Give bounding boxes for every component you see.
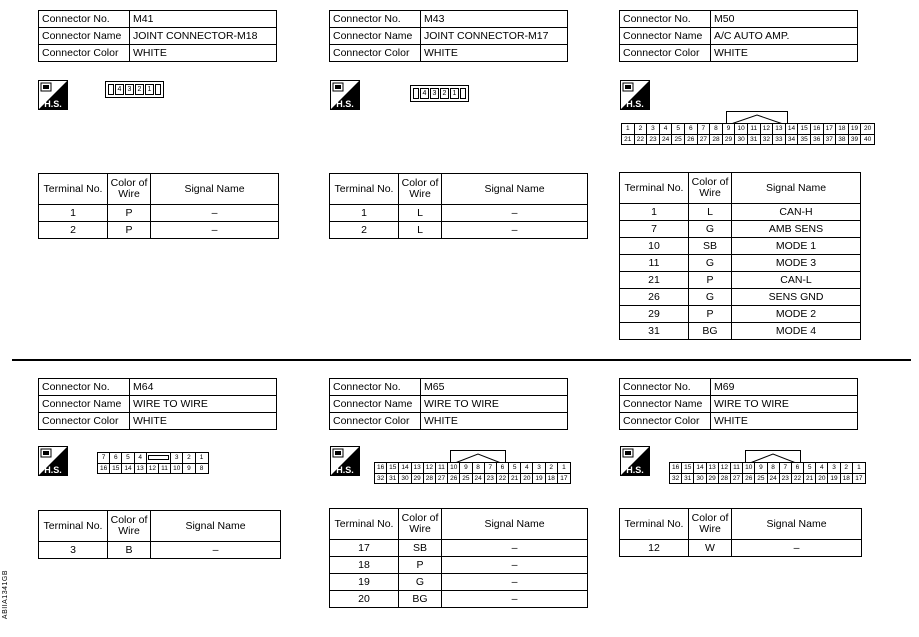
signal-name-cell: – bbox=[442, 205, 588, 222]
pin-label: 21 bbox=[622, 134, 635, 144]
terminal-no-header: Terminal No. bbox=[330, 509, 399, 540]
signal-name-cell: – bbox=[732, 540, 862, 557]
pin-label: 32 bbox=[375, 473, 387, 483]
signal-name-header: Signal Name bbox=[151, 174, 279, 205]
pin-label: 15 bbox=[682, 463, 694, 473]
pin-label: 30 bbox=[399, 473, 411, 483]
pin-label: 6 bbox=[792, 463, 804, 473]
pin-label: 32 bbox=[761, 134, 774, 144]
color-of-wire-header: Color of Wire bbox=[689, 173, 732, 204]
hs-icon bbox=[620, 80, 650, 110]
signal-name-cell: CAN-L bbox=[732, 272, 861, 289]
label-connector-name: Connector Name bbox=[330, 28, 421, 45]
svg-text:H.S.: H.S. bbox=[336, 465, 354, 475]
pin-label: 13 bbox=[707, 463, 719, 473]
pin-label: 10 bbox=[735, 124, 748, 134]
wire-color-cell: P bbox=[108, 222, 151, 239]
pin-label: 11 bbox=[159, 463, 171, 473]
wire-color-cell: P bbox=[689, 272, 732, 289]
wire-color-cell: BG bbox=[399, 591, 442, 608]
pin-label: 1 bbox=[622, 124, 635, 134]
pin-label: 10 bbox=[448, 463, 460, 473]
terminal-table-m65 bbox=[329, 508, 588, 608]
label-connector-name: Connector Name bbox=[39, 396, 130, 413]
label-connector-name: Connector Name bbox=[620, 396, 711, 413]
terminal-no-header: Terminal No. bbox=[39, 174, 108, 205]
label-connector-color: Connector Color bbox=[620, 45, 711, 62]
table-row bbox=[620, 255, 861, 272]
svg-text:H.S.: H.S. bbox=[626, 465, 644, 475]
hs-icon bbox=[330, 80, 360, 110]
connector-name-value: WIRE TO WIRE bbox=[130, 396, 277, 413]
connector-no-value: M41 bbox=[130, 11, 277, 28]
pin-label: 2 bbox=[440, 88, 449, 99]
pin-label: 40 bbox=[861, 134, 874, 144]
terminal-table-m69 bbox=[619, 508, 862, 557]
signal-name-cell: – bbox=[442, 540, 588, 557]
pin-label: 1 bbox=[562, 464, 566, 471]
signal-name-header: Signal Name bbox=[442, 174, 588, 205]
table-row bbox=[620, 204, 861, 221]
wire-color-cell: L bbox=[399, 205, 442, 222]
wire-color-cell: L bbox=[689, 204, 732, 221]
terminal-no-cell: 2 bbox=[39, 222, 108, 239]
connector-no-value: M69 bbox=[711, 379, 858, 396]
pin-label: 17 bbox=[824, 124, 837, 134]
table-row bbox=[620, 272, 861, 289]
label-connector-color: Connector Color bbox=[39, 45, 130, 62]
pin-label: 24 bbox=[768, 473, 780, 483]
terminal-no-cell: 1 bbox=[620, 204, 689, 221]
pin-label: 7 bbox=[485, 463, 497, 473]
connector-color-value: WHITE bbox=[711, 45, 858, 62]
pin-label: 16 bbox=[670, 463, 682, 473]
label-connector-no: Connector No. bbox=[620, 11, 711, 28]
pin-label: 5 bbox=[509, 463, 521, 473]
terminal-no-cell: 1 bbox=[330, 205, 399, 222]
signal-name-cell: MODE 2 bbox=[732, 306, 861, 323]
pin-label: 21 bbox=[804, 473, 816, 483]
lock-tab bbox=[155, 84, 161, 95]
pin-label: 4 bbox=[521, 463, 533, 473]
figure-code: ABIIA1341GB bbox=[2, 570, 9, 620]
pin-label: 6 bbox=[110, 453, 122, 463]
pin-label: 12 bbox=[147, 463, 159, 473]
connector-info-m50 bbox=[619, 10, 858, 62]
pin-label: 16 bbox=[98, 463, 110, 473]
connector-color-value: WHITE bbox=[130, 45, 277, 62]
pin-label: 4 bbox=[115, 84, 124, 95]
pin-label: 34 bbox=[786, 134, 799, 144]
signal-name-cell: – bbox=[151, 542, 281, 559]
section-divider bbox=[12, 359, 911, 361]
pin-label: 11 bbox=[731, 463, 743, 473]
pin-label: 12 bbox=[761, 124, 774, 134]
pin-label: 5 bbox=[122, 453, 134, 463]
pin-label: 4 bbox=[420, 88, 429, 99]
color-of-wire-header: Color of Wire bbox=[108, 511, 151, 542]
pin-label: 29 bbox=[723, 134, 736, 144]
pin-label: 18 bbox=[841, 473, 853, 483]
wire-color-cell: B bbox=[108, 542, 151, 559]
pin-label: 27 bbox=[436, 473, 448, 483]
terminal-no-header: Terminal No. bbox=[620, 509, 689, 540]
pin-label: 12 bbox=[719, 463, 731, 473]
table-row bbox=[39, 542, 281, 559]
signal-name-cell: – bbox=[442, 574, 588, 591]
connector-info-m64 bbox=[38, 378, 277, 430]
pin-grid bbox=[669, 462, 866, 484]
terminal-no-cell: 21 bbox=[620, 272, 689, 289]
terminal-no-cell: 11 bbox=[620, 255, 689, 272]
table-row bbox=[620, 323, 861, 340]
pin-label: 3 bbox=[828, 463, 840, 473]
wire-color-cell: P bbox=[399, 557, 442, 574]
terminal-no-cell: 7 bbox=[620, 221, 689, 238]
pin-label: 3 bbox=[430, 88, 439, 99]
svg-text:H.S.: H.S. bbox=[44, 99, 62, 109]
pin-label: 24 bbox=[660, 134, 673, 144]
pin-label: 36 bbox=[811, 134, 824, 144]
terminal-no-header: Terminal No. bbox=[620, 173, 689, 204]
pin-label: 13 bbox=[773, 124, 786, 134]
pin-label: 22 bbox=[792, 473, 804, 483]
pin-label: 29 bbox=[412, 473, 424, 483]
pin-label: 17 bbox=[558, 473, 570, 483]
pin-label: 5 bbox=[672, 124, 685, 134]
pin-label: 1 bbox=[857, 464, 861, 471]
pin-label: 7 bbox=[698, 124, 711, 134]
terminal-no-cell: 29 bbox=[620, 306, 689, 323]
pin-label: 3 bbox=[533, 463, 545, 473]
pin-label: 16 bbox=[811, 124, 824, 134]
connector-info-m69 bbox=[619, 378, 858, 430]
wire-color-cell: G bbox=[689, 255, 732, 272]
pin-label: 1 bbox=[450, 88, 459, 99]
signal-name-header: Signal Name bbox=[442, 509, 588, 540]
label-connector-no: Connector No. bbox=[39, 379, 130, 396]
wire-color-cell: G bbox=[689, 289, 732, 306]
pin-label: 31 bbox=[682, 473, 694, 483]
pin-label: 2 bbox=[635, 124, 648, 134]
svg-text:H.S.: H.S. bbox=[336, 99, 354, 109]
pin-label: 28 bbox=[719, 473, 731, 483]
pin-label: 4 bbox=[135, 453, 147, 463]
pin-label: 9 bbox=[723, 124, 736, 134]
pin-label: 15 bbox=[798, 124, 811, 134]
signal-name-header: Signal Name bbox=[732, 173, 861, 204]
pin-label: 39 bbox=[849, 134, 862, 144]
connector-name-value: JOINT CONNECTOR-M18 bbox=[130, 28, 277, 45]
connector-color-value: WHITE bbox=[711, 413, 858, 430]
pin-label: 5 bbox=[804, 463, 816, 473]
wire-color-cell: L bbox=[399, 222, 442, 239]
pin-label: 4 bbox=[816, 463, 828, 473]
terminal-no-cell: 19 bbox=[330, 574, 399, 591]
table-row bbox=[330, 574, 588, 591]
pin-label: 14 bbox=[399, 463, 411, 473]
pin-label: 31 bbox=[748, 134, 761, 144]
terminal-no-header: Terminal No. bbox=[39, 511, 108, 542]
color-of-wire-header: Color of Wire bbox=[399, 509, 442, 540]
pin-label: 3 bbox=[647, 124, 660, 134]
hs-icon bbox=[330, 446, 360, 476]
signal-name-header: Signal Name bbox=[151, 511, 281, 542]
pin-label: 2 bbox=[546, 463, 558, 473]
pin-label: 7 bbox=[98, 453, 110, 463]
signal-name-cell: – bbox=[442, 557, 588, 574]
connector-no-value: M65 bbox=[421, 379, 568, 396]
pin-label: 30 bbox=[735, 134, 748, 144]
label-connector-color: Connector Color bbox=[330, 413, 421, 430]
wire-color-cell: SB bbox=[399, 540, 442, 557]
signal-name-cell: – bbox=[442, 591, 588, 608]
pin-label: 8 bbox=[473, 463, 485, 473]
svg-text:H.S.: H.S. bbox=[44, 465, 62, 475]
pin-grid bbox=[97, 452, 209, 474]
pin-grid bbox=[374, 462, 571, 484]
connector-color-value: WHITE bbox=[421, 413, 568, 430]
label-connector-color: Connector Color bbox=[620, 413, 711, 430]
label-connector-name: Connector Name bbox=[620, 28, 711, 45]
terminal-table-m64 bbox=[38, 510, 281, 559]
terminal-no-cell: 20 bbox=[330, 591, 399, 608]
signal-name-cell: – bbox=[151, 205, 279, 222]
signal-name-cell: MODE 1 bbox=[732, 238, 861, 255]
terminal-no-cell: 17 bbox=[330, 540, 399, 557]
terminal-no-cell: 12 bbox=[620, 540, 689, 557]
pin-label: 3 bbox=[171, 453, 183, 463]
svg-text:H.S.: H.S. bbox=[626, 99, 644, 109]
table-row bbox=[330, 205, 588, 222]
pin-label: 20 bbox=[521, 473, 533, 483]
signal-name-header: Signal Name bbox=[732, 509, 862, 540]
connector-info-m65 bbox=[329, 378, 568, 430]
connector-face-m43 bbox=[410, 85, 469, 102]
lock-tab bbox=[460, 88, 466, 99]
pin-label: 27 bbox=[698, 134, 711, 144]
color-of-wire-header: Color of Wire bbox=[689, 509, 732, 540]
pin-label: 14 bbox=[694, 463, 706, 473]
connector-no-value: M50 bbox=[711, 11, 858, 28]
pin-label: 21 bbox=[509, 473, 521, 483]
wire-color-cell: BG bbox=[689, 323, 732, 340]
hs-icon bbox=[38, 80, 68, 110]
pin-label: 37 bbox=[824, 134, 837, 144]
wire-color-cell: G bbox=[399, 574, 442, 591]
terminal-no-cell: 3 bbox=[39, 542, 108, 559]
signal-name-cell: – bbox=[151, 222, 279, 239]
pin-label: 7 bbox=[780, 463, 792, 473]
terminal-no-cell: 10 bbox=[620, 238, 689, 255]
label-connector-no: Connector No. bbox=[330, 11, 421, 28]
terminal-table-m41 bbox=[38, 173, 279, 239]
connector-color-value: WHITE bbox=[130, 413, 277, 430]
pin-label: 9 bbox=[755, 463, 767, 473]
lock-tab bbox=[108, 84, 114, 95]
wire-color-cell: G bbox=[689, 221, 732, 238]
pin-label: 26 bbox=[685, 134, 698, 144]
pin-label: 28 bbox=[424, 473, 436, 483]
pin-label: 17 bbox=[853, 473, 865, 483]
wire-color-cell: W bbox=[689, 540, 732, 557]
table-row bbox=[330, 591, 588, 608]
pin-label: 6 bbox=[497, 463, 509, 473]
pin-label: 2 bbox=[841, 463, 853, 473]
table-row bbox=[620, 540, 862, 557]
pin-label: 9 bbox=[183, 463, 195, 473]
label-connector-name: Connector Name bbox=[39, 28, 130, 45]
pin-label: 1 bbox=[145, 84, 154, 95]
pin-label: 26 bbox=[448, 473, 460, 483]
table-row bbox=[330, 540, 588, 557]
pin-label bbox=[147, 453, 171, 463]
terminal-no-cell: 1 bbox=[39, 205, 108, 222]
terminal-table-m50 bbox=[619, 172, 861, 340]
pin-label: 8 bbox=[196, 463, 208, 473]
pin-label: 2 bbox=[183, 453, 195, 463]
label-connector-no: Connector No. bbox=[330, 379, 421, 396]
pin-label: 14 bbox=[122, 463, 134, 473]
pin-label: 18 bbox=[836, 124, 849, 134]
pin-label: 8 bbox=[768, 463, 780, 473]
pin-label: 10 bbox=[743, 463, 755, 473]
label-connector-name: Connector Name bbox=[330, 396, 421, 413]
lock-tab bbox=[413, 88, 419, 99]
connector-no-value: M43 bbox=[421, 11, 568, 28]
wire-color-cell: P bbox=[689, 306, 732, 323]
pin-label: 33 bbox=[773, 134, 786, 144]
color-of-wire-header: Color of Wire bbox=[108, 174, 151, 205]
label-connector-no: Connector No. bbox=[620, 379, 711, 396]
pin-label: 20 bbox=[816, 473, 828, 483]
label-connector-color: Connector Color bbox=[330, 45, 421, 62]
pin-label: 15 bbox=[387, 463, 399, 473]
table-row bbox=[620, 306, 861, 323]
terminal-no-cell: 31 bbox=[620, 323, 689, 340]
terminal-table-m43 bbox=[329, 173, 588, 239]
hs-icon bbox=[38, 446, 68, 476]
pin-label: 19 bbox=[828, 473, 840, 483]
pin-label: 24 bbox=[473, 473, 485, 483]
label-connector-color: Connector Color bbox=[39, 413, 130, 430]
pin-label: 13 bbox=[412, 463, 424, 473]
pin-label: 14 bbox=[786, 124, 799, 134]
wire-color-cell: SB bbox=[689, 238, 732, 255]
pin-label: 25 bbox=[672, 134, 685, 144]
pin-label: 23 bbox=[780, 473, 792, 483]
signal-name-cell: SENS GND bbox=[732, 289, 861, 306]
signal-name-cell: MODE 4 bbox=[732, 323, 861, 340]
pin-label: 10 bbox=[171, 463, 183, 473]
signal-name-cell: AMB SENS bbox=[732, 221, 861, 238]
terminal-no-header: Terminal No. bbox=[330, 174, 399, 205]
terminal-no-cell: 18 bbox=[330, 557, 399, 574]
pin-label: 11 bbox=[436, 463, 448, 473]
table-row bbox=[39, 222, 279, 239]
connector-no-value: M64 bbox=[130, 379, 277, 396]
pin-label: 27 bbox=[731, 473, 743, 483]
pin-label: 2 bbox=[135, 84, 144, 95]
connector-name-value: JOINT CONNECTOR-M17 bbox=[421, 28, 568, 45]
pin-label: 12 bbox=[424, 463, 436, 473]
connector-info-m43 bbox=[329, 10, 568, 62]
terminal-no-cell: 2 bbox=[330, 222, 399, 239]
table-row bbox=[620, 289, 861, 306]
connector-face-m41 bbox=[105, 81, 164, 98]
table-row bbox=[39, 205, 279, 222]
connector-color-value: WHITE bbox=[421, 45, 568, 62]
pin-label: 23 bbox=[647, 134, 660, 144]
pin-label: 4 bbox=[660, 124, 673, 134]
hs-icon bbox=[620, 446, 650, 476]
pin-label: 8 bbox=[710, 124, 723, 134]
pin-label: 19 bbox=[533, 473, 545, 483]
table-row bbox=[330, 557, 588, 574]
pin-label: 35 bbox=[798, 134, 811, 144]
terminal-no-cell: 26 bbox=[620, 289, 689, 306]
connector-name-value: WIRE TO WIRE bbox=[711, 396, 858, 413]
signal-name-cell: MODE 3 bbox=[732, 255, 861, 272]
pin-label: 31 bbox=[387, 473, 399, 483]
pin-label: 18 bbox=[546, 473, 558, 483]
connector-info-m41 bbox=[38, 10, 277, 62]
pin-label: 11 bbox=[748, 124, 761, 134]
pin-label: 30 bbox=[694, 473, 706, 483]
pin-label: 28 bbox=[710, 134, 723, 144]
table-row bbox=[620, 238, 861, 255]
label-connector-no: Connector No. bbox=[39, 11, 130, 28]
pin-label: 38 bbox=[836, 134, 849, 144]
pin-label: 32 bbox=[670, 473, 682, 483]
signal-name-cell: CAN-H bbox=[732, 204, 861, 221]
pin-grid bbox=[621, 123, 875, 145]
table-row bbox=[620, 221, 861, 238]
pin-label: 20 bbox=[863, 125, 872, 132]
pin-label: 3 bbox=[125, 84, 134, 95]
pin-label: 19 bbox=[849, 124, 862, 134]
connector-name-value: WIRE TO WIRE bbox=[421, 396, 568, 413]
pin-label: 22 bbox=[497, 473, 509, 483]
pin-label: 13 bbox=[135, 463, 147, 473]
table-row bbox=[330, 222, 588, 239]
pin-label: 16 bbox=[375, 463, 387, 473]
pin-label: 29 bbox=[707, 473, 719, 483]
pin-label: 9 bbox=[460, 463, 472, 473]
pin-label: 25 bbox=[460, 473, 472, 483]
pin-label: 25 bbox=[755, 473, 767, 483]
color-of-wire-header: Color of Wire bbox=[399, 174, 442, 205]
pin-label: 1 bbox=[199, 454, 204, 461]
signal-name-cell: – bbox=[442, 222, 588, 239]
pin-label: 6 bbox=[685, 124, 698, 134]
wire-color-cell: P bbox=[108, 205, 151, 222]
connector-name-value: A/C AUTO AMP. bbox=[711, 28, 858, 45]
pin-label: 15 bbox=[110, 463, 122, 473]
pin-label: 26 bbox=[743, 473, 755, 483]
pin-label: 23 bbox=[485, 473, 497, 483]
pin-label: 22 bbox=[635, 134, 648, 144]
